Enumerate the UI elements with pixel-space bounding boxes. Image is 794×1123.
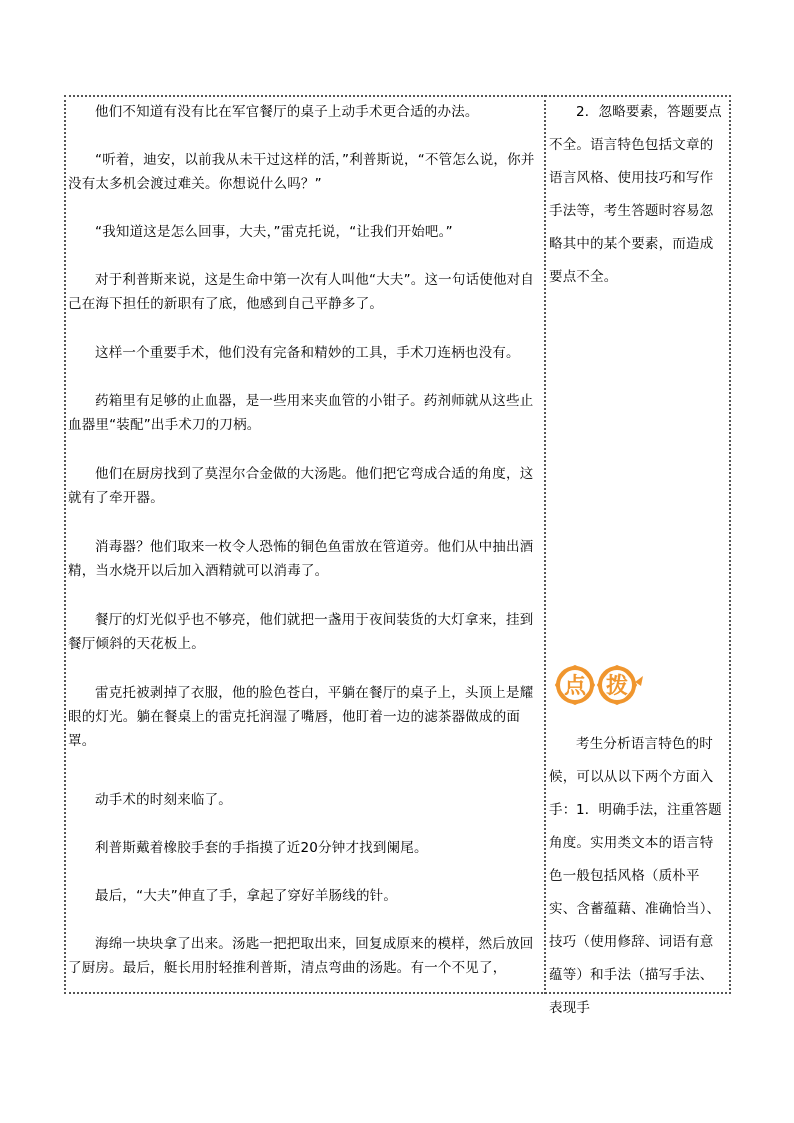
column-divider [544,95,546,994]
paragraph: 动手术的时刻来临了。 [95,792,232,808]
paragraph: 他们在厨房找到了莫涅尔合金做的大汤匙。他们把它弯成合适的角度，这就有了牵开器。 [68,466,534,506]
badge-char-dian: 点 [563,674,587,699]
paragraph: 雷克托被剥掉了衣服，他的脸色苍白，平躺在餐厅的桌子上，头顶上是耀眼的灯光。躺在餐桌上的雷克托润湿了嘴唇，他盯着一边的滤茶器做成的面罩。 [68,685,534,749]
paragraph: “听着，迪安，以前我从未干过这样的活，”利普斯说，“不管怎么说，你并没有太多机会渡过难关。你想说什么吗？” [68,152,535,192]
paragraph: 对于利普斯来说，这是生命中第一次有人叫他“大夫”。这一句话使他对自己在海下担任的新职有了底，他感到自己平静多了。 [68,272,535,312]
paragraph: 海绵一块块拿了出来。汤匙一把把取出来，回复成原来的模样，然后放回了厨房。最后，艇长用肘轻推利普斯，清点弯曲的汤匙。有一个不见了， [68,936,534,976]
paragraph: 利普斯戴着橡胶手套的手指摸了近20分钟才找到阑尾。 [95,840,428,856]
note-paragraph: 1．明确手法，注重答题角度。实用类文本的语言特色一般包括风格（质朴平实、含蓄蕴藉、准确恰当）、技巧（使用修辞、词语有意蕴等）和手法（描写手法、表现手 [549,802,722,1016]
paragraph: 餐厅的灯光似乎也不够亮，他们就把一盏用于夜间装货的大灯拿来，挂到餐厅倾斜的天花板上。 [68,612,534,652]
paragraph: 药箱里有足够的止血器，是一些用来夹血管的小钳子。药剂师就从这些止血器里“装配”出手术刀的刀柄。 [68,393,534,433]
note-paragraph: 考生分析语言特色的时候，可以从以下两个方面入手： [549,736,714,818]
paragraph: “我知道这是怎么回事，大夫，”雷克托说，“让我们开始吧。” [95,224,453,240]
note-paragraph: 2．忽略要素，答题要点不全。语言特色包括文章的语言风格、使用技巧和写作手法等，考生答题时容易忽略其中的某个要素，而造成要点不全。 [549,104,722,285]
paragraph: 最后，“大夫”伸直了手，拿起了穿好羊肠线的针。 [95,888,398,904]
paragraph: 他们不知道有没有比在军官餐厅的桌子上动手术更合适的办法。 [95,104,479,120]
paragraph: 这样一个重要手术，他们没有完备和精妙的工具，手术刀连柄也没有。 [95,345,520,361]
dianbo-badge [553,662,645,708]
paragraph: 消毒器？他们取来一枚令人恐怖的铜色鱼雷放在管道旁。他们从中抽出酒精，当水烧开以后加入酒精就可以消毒了。 [68,539,534,579]
badge-char-bo: 拨 [605,674,629,699]
